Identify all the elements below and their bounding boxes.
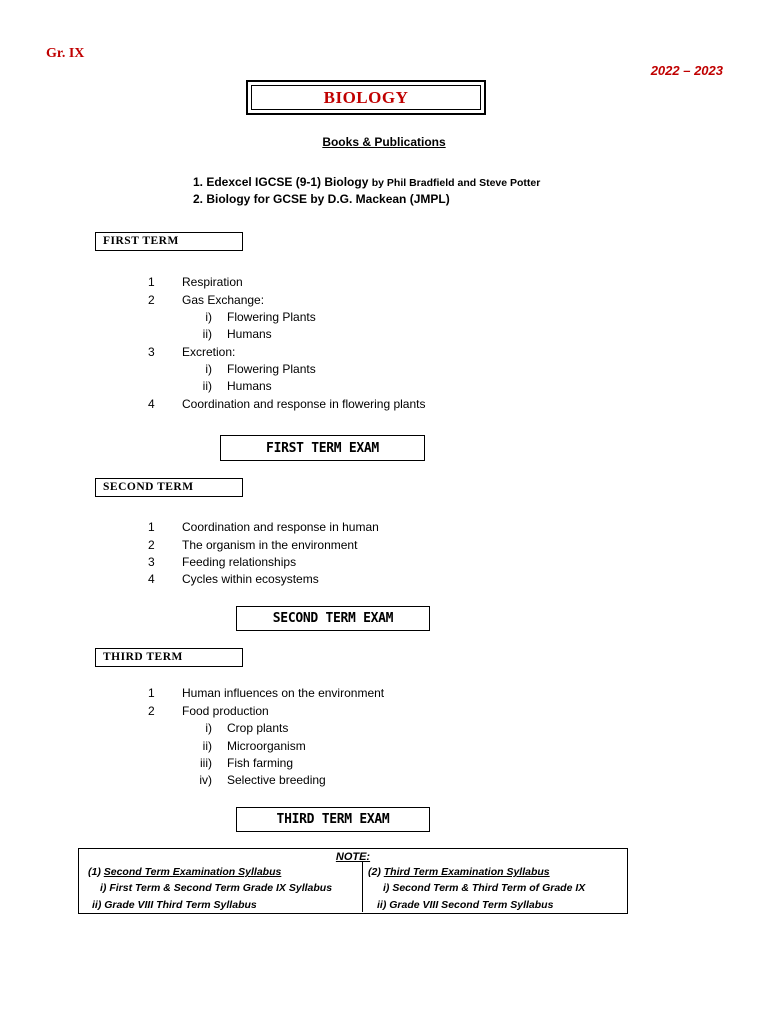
sub-item-numeral: i) bbox=[205, 721, 212, 735]
note-right-heading bbox=[368, 866, 550, 878]
sub-item: Humans bbox=[227, 327, 272, 341]
sub-item-numeral: i) bbox=[205, 310, 212, 324]
note-left-prefix: (1) bbox=[88, 866, 104, 878]
note-title: NOTE: bbox=[335, 851, 371, 863]
list-item: Food production bbox=[182, 704, 269, 718]
list-number: 4 bbox=[148, 397, 155, 411]
sub-item: Crop plants bbox=[227, 721, 289, 735]
first-term-label: FIRST TERM bbox=[95, 232, 243, 251]
sub-item: Flowering Plants bbox=[227, 362, 316, 376]
list-number: 1 bbox=[148, 275, 155, 289]
sub-item-numeral: ii) bbox=[202, 379, 212, 393]
list-number: 1 bbox=[148, 686, 155, 700]
note-divider bbox=[362, 862, 363, 912]
list-item: The organism in the environment bbox=[182, 538, 358, 552]
book-title: 1. Edexcel IGCSE (9-1) Biology bbox=[193, 175, 369, 189]
note-right-line-1: i) Second Term & Third Term of Grade IX bbox=[383, 882, 586, 894]
list-number: 3 bbox=[148, 555, 155, 569]
note-left-heading-text: Second Term Examination Syllabus bbox=[103, 866, 282, 878]
note-right-heading-text: Third Term Examination Syllabus bbox=[383, 866, 550, 878]
list-number: 1 bbox=[148, 520, 155, 534]
list-number: 2 bbox=[148, 704, 155, 718]
first-term-exam-label: FIRST TERM EXAM bbox=[220, 435, 425, 461]
sub-item-numeral: i) bbox=[205, 362, 212, 376]
note-left-heading bbox=[88, 866, 281, 878]
list-item: Gas Exchange: bbox=[182, 293, 265, 307]
sub-item: Microorganism bbox=[227, 739, 306, 753]
sub-item-numeral: ii) bbox=[202, 327, 212, 341]
academic-year: 2022 – 2023 bbox=[650, 63, 723, 78]
sub-item: Humans bbox=[227, 379, 272, 393]
books-heading: Books & Publications bbox=[322, 135, 446, 149]
list-item: Feeding relationships bbox=[182, 555, 297, 569]
grade-label: Gr. IX bbox=[46, 46, 85, 61]
list-number: 3 bbox=[148, 345, 155, 359]
sub-item: Flowering Plants bbox=[227, 310, 316, 324]
list-number: 4 bbox=[148, 572, 155, 586]
list-item: Respiration bbox=[182, 275, 243, 289]
second-term-label: SECOND TERM bbox=[95, 478, 243, 497]
list-number: 2 bbox=[148, 538, 155, 552]
note-right-prefix: (2) bbox=[368, 866, 384, 878]
third-term-exam-label: THIRD TERM EXAM bbox=[236, 807, 430, 832]
subject-title-box bbox=[246, 80, 486, 115]
book-authors: by Phil Bradfield and Steve Potter bbox=[371, 177, 541, 189]
book-item-1 bbox=[193, 175, 540, 189]
third-term-label: THIRD TERM bbox=[95, 648, 243, 667]
note-right-line-2: ii) Grade VIII Second Term Syllabus bbox=[377, 899, 554, 911]
list-item: Coordination and response in flowering plants bbox=[182, 397, 426, 411]
list-item: Coordination and response in human bbox=[182, 520, 379, 534]
list-item: Cycles within ecosystems bbox=[182, 572, 319, 586]
sub-item-numeral: iii) bbox=[200, 756, 212, 770]
note-left-line-2: ii) Grade VIII Third Term Syllabus bbox=[92, 899, 257, 911]
list-item: Excretion: bbox=[182, 345, 236, 359]
subject-title: BIOLOGY bbox=[251, 85, 481, 110]
sub-item-numeral: iv) bbox=[199, 773, 212, 787]
sub-item-numeral: ii) bbox=[202, 739, 212, 753]
second-term-exam-label: SECOND TERM EXAM bbox=[236, 606, 430, 631]
sub-item: Fish farming bbox=[227, 756, 294, 770]
sub-item: Selective breeding bbox=[227, 773, 326, 787]
book-item-2: 2. Biology for GCSE by D.G. Mackean (JMPL) bbox=[193, 192, 450, 206]
list-item: Human influences on the environment bbox=[182, 686, 385, 700]
list-number: 2 bbox=[148, 293, 155, 307]
note-left-line-1: i) First Term & Second Term Grade IX Syllabus bbox=[100, 882, 333, 894]
